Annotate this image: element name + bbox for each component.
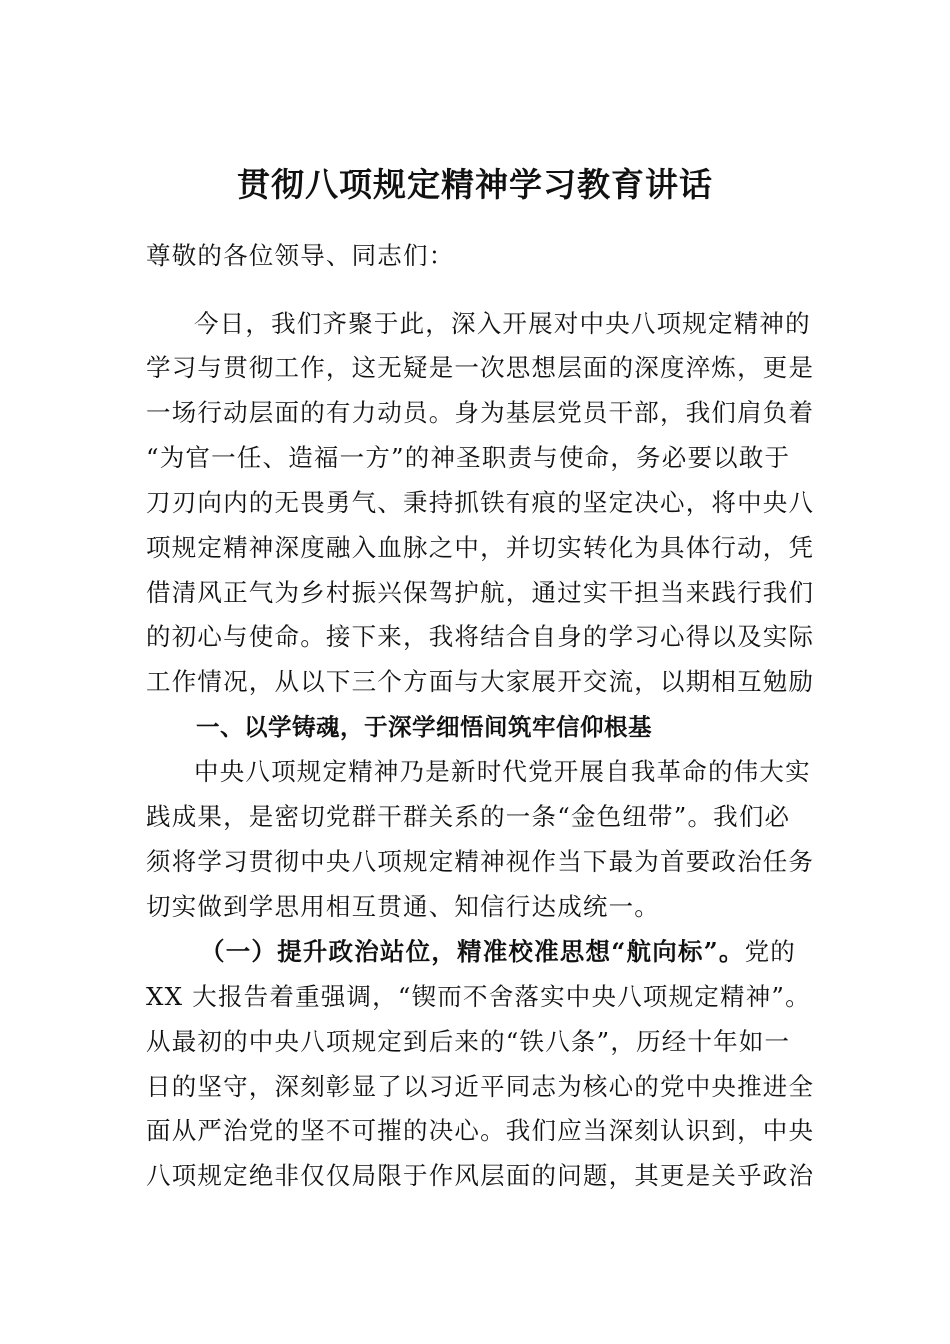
- paragraph-tail: 党的: [744, 937, 796, 966]
- paragraph-line: 学习与贯彻工作，这无疑是一次思想层面的深度淬炼，更是: [146, 353, 815, 382]
- paragraph-line: 切实做到学思用相互贯通、知信行达成统一。: [146, 892, 660, 921]
- document-title: 贯彻八项规定精神学习教育讲话: [237, 165, 713, 204]
- paragraph-line: 八项规定绝非仅仅局限于作风层面的问题，其更是关乎政治: [146, 1161, 815, 1190]
- subheading: （一）提升政治站位，精准校准思想“航向标”。: [200, 937, 745, 966]
- paragraph-line: 的初心与使命。接下来，我将结合自身的学习心得以及实际: [146, 622, 815, 651]
- section-heading: 一、以学铸魂，于深学细悟间筑牢信仰根基: [196, 713, 652, 741]
- paragraph-line: 中央八项规定精神乃是新时代党开展自我革命的伟大实: [194, 757, 811, 786]
- paragraph-line: 今日，我们齐聚于此，深入开展对中央八项规定精神的: [194, 309, 811, 338]
- paragraph-line: 从最初的中央八项规定到后来的“铁八条”，历经十年如一: [146, 1027, 791, 1056]
- paragraph-line: 项规定精神深度融入血脉之中，并切实转化为具体行动，凭: [146, 533, 815, 562]
- paragraph-line: XX 大报告着重强调，“锲而不舍落实中央八项规定精神”。: [146, 982, 811, 1011]
- paragraph-line: 工作情况，从以下三个方面与大家展开交流，以期相互勉励: [146, 667, 815, 696]
- paragraph-line: “为官一任、造福一方”的神圣职责与使命，务必要以敢于: [146, 443, 791, 472]
- paragraph-line: 面从严治党的坚不可摧的决心。我们应当深刻认识到，中央: [146, 1116, 815, 1145]
- paragraph-line: 日的坚守，深刻彰显了以习近平同志为核心的党中央推进全: [146, 1072, 815, 1101]
- paragraph-line: 刀刃向内的无畏勇气、秉持抓铁有痕的坚定决心，将中央八: [146, 488, 815, 517]
- salutation: 尊敬的各位领导、同志们：: [146, 241, 455, 270]
- paragraph-line: 须将学习贯彻中央八项规定精神视作当下最为首要政治任务: [146, 847, 815, 876]
- paragraph-line: 借清风正气为乡村振兴保驾护航，通过实干担当来践行我们: [146, 578, 815, 607]
- subheading-line: [200, 932, 822, 972]
- paragraph-line: 践成果，是密切党群干群关系的一条“金色纽带”。我们必: [146, 802, 791, 831]
- paragraph-line: 一场行动层面的有力动员。身为基层党员干部，我们肩负着: [146, 398, 815, 427]
